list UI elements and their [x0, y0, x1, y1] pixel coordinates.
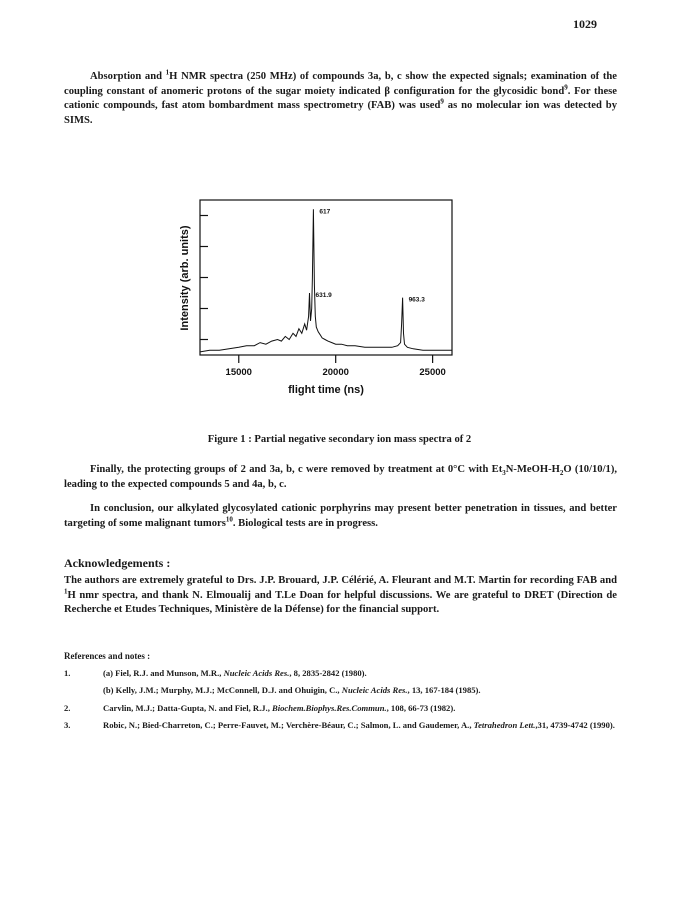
acknowledgements-text: The authors are extremely grateful to Drs. J.P. Brouard, J.P. Célérié, A. Fleurant and M.T. Martin for recording FAB and $^1$H nmr spectra, and thank N. Elmoualij and T.Le Doan for helpful discussions. We are grateful to DRET (Direction de Recherche et Etudes Techniques, Ministère de la Défense) for the financial support.: [64, 575, 617, 616]
reference-item: [64, 667, 624, 697]
acknowledgements-heading: Acknowledgements :: [64, 556, 171, 570]
peak-label: 631.9: [315, 292, 332, 299]
references-heading: References and notes :: [64, 651, 151, 661]
paragraph-nmr: Absorption and $^1$H NMR spectra (250 MHz) of compounds 3a, b, c show the expected signals; examination of the coupling constant of anomeric protons of the sugar moiety indicated β configuration for the glycosidic bond$^9$. For these cationic compounds, fast atom bombardment mass spectrometry (FAB) was used$^9$ as no molecular ion was detected by SIMS.: [64, 68, 618, 126]
x-tick-label: 25000: [419, 367, 446, 378]
reference-line: Carvlin, M.J.; Datta-Gupta, N. and Fiel, R.J., Biochem.Biophys.Res.Commun., 108, 66-73 (1982).: [103, 703, 456, 713]
peak-label: 963.3: [408, 296, 425, 304]
x-axis-label: flight time (ns): [288, 384, 364, 396]
mass-spectrum-chart: [168, 186, 468, 401]
reference-number: 1.: [64, 668, 71, 678]
reference-item: [64, 702, 624, 716]
plot-frame: [200, 200, 452, 355]
spectrum-series-line: [200, 209, 452, 352]
reference-line: Robic, N.; Bied-Charreton, C.; Perre-Fauvet, M.; Verchère-Béaur, C.; Salmon, L. and Gaudemer, A., Tetrahedron Lett.,31, 4739-4742 (1990).: [103, 720, 615, 730]
figure-caption: [0, 434, 679, 445]
figure-caption-text: : Partial negative secondary ion mass spectra of 2: [245, 434, 472, 445]
reference-line: (b) Kelly, J.M.; Murphy, M.J.; McConnell, D.J. and Ohuigin, C., Nucleic Acids Res., 13, 167-184 (1985).: [103, 685, 481, 695]
reference-number: 2.: [64, 703, 71, 713]
x-tick-label: 15000: [225, 367, 252, 378]
reference-line: (a) Fiel, R.J. and Munson, M.R., Nucleic Acids Res., 8, 2835-2842 (1980).: [103, 668, 367, 678]
peak-label: 617: [319, 208, 331, 216]
y-axis-label: Intensity (arb. units): [179, 225, 191, 331]
paragraph-conclusion: In conclusion, our alkylated glycosylated cationic porphyrins may present better penetration in tissues, and better targeting of some malignant tumors$^{10}$. Biological tests are in progress.: [64, 503, 617, 529]
figure-caption-label: Figure 1: [207, 434, 246, 445]
reference-number: 3.: [64, 720, 71, 730]
reference-item: [64, 719, 624, 749]
chart-svg: [168, 186, 468, 401]
page-number: 1029: [573, 17, 597, 31]
paragraph-deprotection: Finally, the protecting groups of 2 and 3a, b, c were removed by treatment at 0°C with $Et_3N-MeOH-H_2O$ (10/10/1), leading to the expected compounds 5 and 4a, b, c.: [64, 464, 618, 490]
x-tick-label: 20000: [322, 367, 349, 378]
